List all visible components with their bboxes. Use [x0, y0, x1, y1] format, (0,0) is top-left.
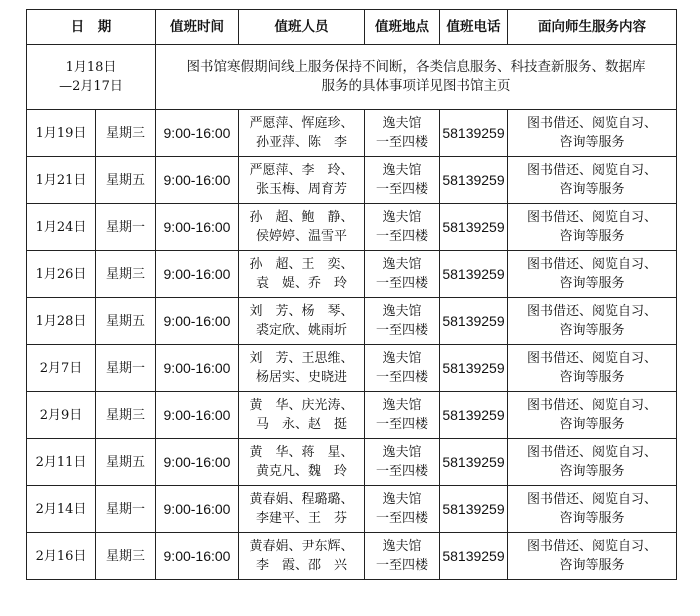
- cell-weekday: 星期一: [96, 486, 156, 533]
- location-line2: 一至四楼: [375, 135, 428, 150]
- staff-line2: 侯婷婷、温雪平: [255, 229, 347, 244]
- location-line1: 逸夫馆: [382, 257, 422, 272]
- notice-date: [27, 45, 156, 110]
- service-line2: 咨询等服务: [559, 511, 625, 526]
- notice-text: [156, 45, 677, 110]
- cell-weekday: 星期五: [96, 439, 156, 486]
- staff-line2: 李 霞、邵 兴: [255, 558, 347, 573]
- service-line2: 咨询等服务: [559, 370, 625, 385]
- duty-schedule-table: [26, 9, 677, 580]
- staff-line2: 马 永、赵 挺: [255, 417, 347, 432]
- service-line2: 咨询等服务: [559, 558, 625, 573]
- cell-weekday: 星期一: [96, 204, 156, 251]
- cell-date: 2月16日: [27, 533, 96, 580]
- cell-phone: 58139259: [440, 533, 508, 580]
- header-staff: 值班人员: [239, 10, 365, 45]
- cell-date: 2月9日: [27, 392, 96, 439]
- location-line2: 一至四楼: [375, 370, 428, 385]
- cell-staff: [239, 251, 365, 298]
- table-row: [27, 345, 677, 392]
- cell-time: 9:00-16:00: [156, 204, 239, 251]
- location-line1: 逸夫馆: [382, 210, 422, 225]
- cell-weekday: 星期三: [96, 533, 156, 580]
- table-row: [27, 439, 677, 486]
- cell-location: [365, 533, 440, 580]
- staff-line2: 袁 媞、乔 玲: [255, 276, 347, 291]
- cell-time: 9:00-16:00: [156, 157, 239, 204]
- notice-date-line1: 1月18日: [65, 60, 117, 75]
- cell-staff: [239, 204, 365, 251]
- staff-line1: 严愿萍、李 玲、: [249, 163, 354, 178]
- location-line1: 逸夫馆: [382, 304, 422, 319]
- cell-service: [508, 157, 677, 204]
- cell-staff: [239, 439, 365, 486]
- header-location: 值班地点: [365, 10, 440, 45]
- cell-time: 9:00-16:00: [156, 345, 239, 392]
- cell-service: [508, 251, 677, 298]
- location-line2: 一至四楼: [375, 229, 428, 244]
- notice-row: [27, 45, 677, 110]
- location-line2: 一至四楼: [375, 182, 428, 197]
- table-row: [27, 533, 677, 580]
- cell-service: [508, 392, 677, 439]
- location-line2: 一至四楼: [375, 276, 428, 291]
- cell-date: 1月21日: [27, 157, 96, 204]
- header-phone: 值班电话: [440, 10, 508, 45]
- cell-staff: [239, 157, 365, 204]
- cell-weekday: 星期三: [96, 392, 156, 439]
- service-line2: 咨询等服务: [559, 323, 625, 338]
- location-line1: 逸夫馆: [382, 351, 422, 366]
- cell-location: [365, 110, 440, 157]
- cell-location: [365, 439, 440, 486]
- location-line2: 一至四楼: [375, 417, 428, 432]
- notice-date-line2: —2月17日: [59, 79, 123, 94]
- cell-phone: 58139259: [440, 298, 508, 345]
- cell-date: 1月24日: [27, 204, 96, 251]
- service-line1: 图书借还、阅览自习、: [526, 163, 657, 178]
- cell-date: 1月28日: [27, 298, 96, 345]
- service-line2: 咨询等服务: [559, 417, 625, 432]
- cell-phone: 58139259: [440, 392, 508, 439]
- staff-line1: 刘 芳、王思维、: [249, 351, 354, 366]
- cell-service: [508, 345, 677, 392]
- table-row: [27, 298, 677, 345]
- service-line1: 图书借还、阅览自习、: [526, 257, 657, 272]
- cell-weekday: 星期三: [96, 251, 156, 298]
- cell-location: [365, 392, 440, 439]
- cell-location: [365, 251, 440, 298]
- cell-phone: 58139259: [440, 110, 508, 157]
- staff-line2: 张玉梅、周育芳: [255, 182, 347, 197]
- location-line2: 一至四楼: [375, 323, 428, 338]
- cell-weekday: 星期一: [96, 345, 156, 392]
- location-line2: 一至四楼: [375, 511, 428, 526]
- cell-weekday: 星期三: [96, 110, 156, 157]
- cell-service: [508, 298, 677, 345]
- service-line1: 图书借还、阅览自习、: [526, 539, 657, 554]
- cell-staff: [239, 298, 365, 345]
- cell-weekday: 星期五: [96, 157, 156, 204]
- cell-phone: 58139259: [440, 439, 508, 486]
- notice-text-line1: 图书馆寒假期间线上服务保持不间断，各类信息服务、科技查新服务、数据库: [186, 59, 646, 75]
- cell-time: 9:00-16:00: [156, 110, 239, 157]
- header-row: [27, 10, 677, 45]
- cell-phone: 58139259: [440, 251, 508, 298]
- location-line1: 逸夫馆: [382, 398, 422, 413]
- cell-time: 9:00-16:00: [156, 251, 239, 298]
- cell-service: [508, 110, 677, 157]
- cell-phone: 58139259: [440, 204, 508, 251]
- service-line1: 图书借还、阅览自习、: [526, 116, 657, 131]
- cell-location: [365, 345, 440, 392]
- staff-line1: 黄春娟、程璐璐、: [249, 492, 354, 507]
- location-line1: 逸夫馆: [382, 445, 422, 460]
- staff-line1: 黄 华、蒋 星、: [249, 445, 354, 460]
- staff-line2: 黄克凡、魏 玲: [255, 464, 347, 479]
- cell-staff: [239, 392, 365, 439]
- cell-staff: [239, 486, 365, 533]
- service-line1: 图书借还、阅览自习、: [526, 351, 657, 366]
- header-date: 日 期: [27, 10, 156, 45]
- cell-date: 2月11日: [27, 439, 96, 486]
- staff-line1: 黄春娟、尹东辉、: [249, 539, 354, 554]
- location-line1: 逸夫馆: [382, 539, 422, 554]
- cell-staff: [239, 110, 365, 157]
- cell-location: [365, 298, 440, 345]
- table-row: [27, 157, 677, 204]
- staff-line2: 孙亚萍、陈 李: [255, 135, 347, 150]
- service-line1: 图书借还、阅览自习、: [526, 210, 657, 225]
- table-row: [27, 251, 677, 298]
- service-line2: 咨询等服务: [559, 229, 625, 244]
- staff-line1: 严愿萍、恽庭珍、: [249, 116, 354, 131]
- cell-service: [508, 439, 677, 486]
- service-line1: 图书借还、阅览自习、: [526, 304, 657, 319]
- table-row: [27, 392, 677, 439]
- staff-line1: 刘 芳、杨 琴、: [249, 304, 354, 319]
- cell-date: 2月14日: [27, 486, 96, 533]
- staff-line1: 孙 超、王 奕、: [249, 257, 354, 272]
- cell-time: 9:00-16:00: [156, 392, 239, 439]
- cell-service: [508, 533, 677, 580]
- cell-phone: 58139259: [440, 486, 508, 533]
- staff-line2: 李建平、王 芬: [255, 511, 347, 526]
- location-line1: 逸夫馆: [382, 163, 422, 178]
- cell-location: [365, 157, 440, 204]
- staff-line1: 孙 超、鲍 静、: [249, 210, 354, 225]
- cell-location: [365, 204, 440, 251]
- service-line2: 咨询等服务: [559, 276, 625, 291]
- cell-weekday: 星期五: [96, 298, 156, 345]
- cell-service: [508, 486, 677, 533]
- service-line1: 图书借还、阅览自习、: [526, 445, 657, 460]
- cell-staff: [239, 533, 365, 580]
- staff-line1: 黄 华、庆光涛、: [249, 398, 354, 413]
- location-line2: 一至四楼: [375, 464, 428, 479]
- service-line1: 图书借还、阅览自习、: [526, 398, 657, 413]
- notice-text-line2: 服务的具体事项详见图书馆主页: [321, 78, 511, 94]
- cell-staff: [239, 345, 365, 392]
- service-line1: 图书借还、阅览自习、: [526, 492, 657, 507]
- cell-time: 9:00-16:00: [156, 486, 239, 533]
- cell-phone: 58139259: [440, 157, 508, 204]
- header-service: 面向师生服务内容: [508, 10, 677, 45]
- cell-time: 9:00-16:00: [156, 298, 239, 345]
- cell-date: 1月19日: [27, 110, 96, 157]
- cell-service: [508, 204, 677, 251]
- table-row: [27, 110, 677, 157]
- cell-date: 1月26日: [27, 251, 96, 298]
- table-row: [27, 204, 677, 251]
- location-line1: 逸夫馆: [382, 116, 422, 131]
- cell-time: 9:00-16:00: [156, 439, 239, 486]
- header-time: 值班时间: [156, 10, 239, 45]
- staff-line2: 杨居实、史晓进: [255, 370, 347, 385]
- cell-time: 9:00-16:00: [156, 533, 239, 580]
- location-line1: 逸夫馆: [382, 492, 422, 507]
- service-line2: 咨询等服务: [559, 135, 625, 150]
- service-line2: 咨询等服务: [559, 182, 625, 197]
- cell-location: [365, 486, 440, 533]
- table-row: [27, 486, 677, 533]
- cell-phone: 58139259: [440, 345, 508, 392]
- location-line2: 一至四楼: [375, 558, 428, 573]
- cell-date: 2月7日: [27, 345, 96, 392]
- staff-line2: 裘定欣、姚雨圻: [255, 323, 347, 338]
- service-line2: 咨询等服务: [559, 464, 625, 479]
